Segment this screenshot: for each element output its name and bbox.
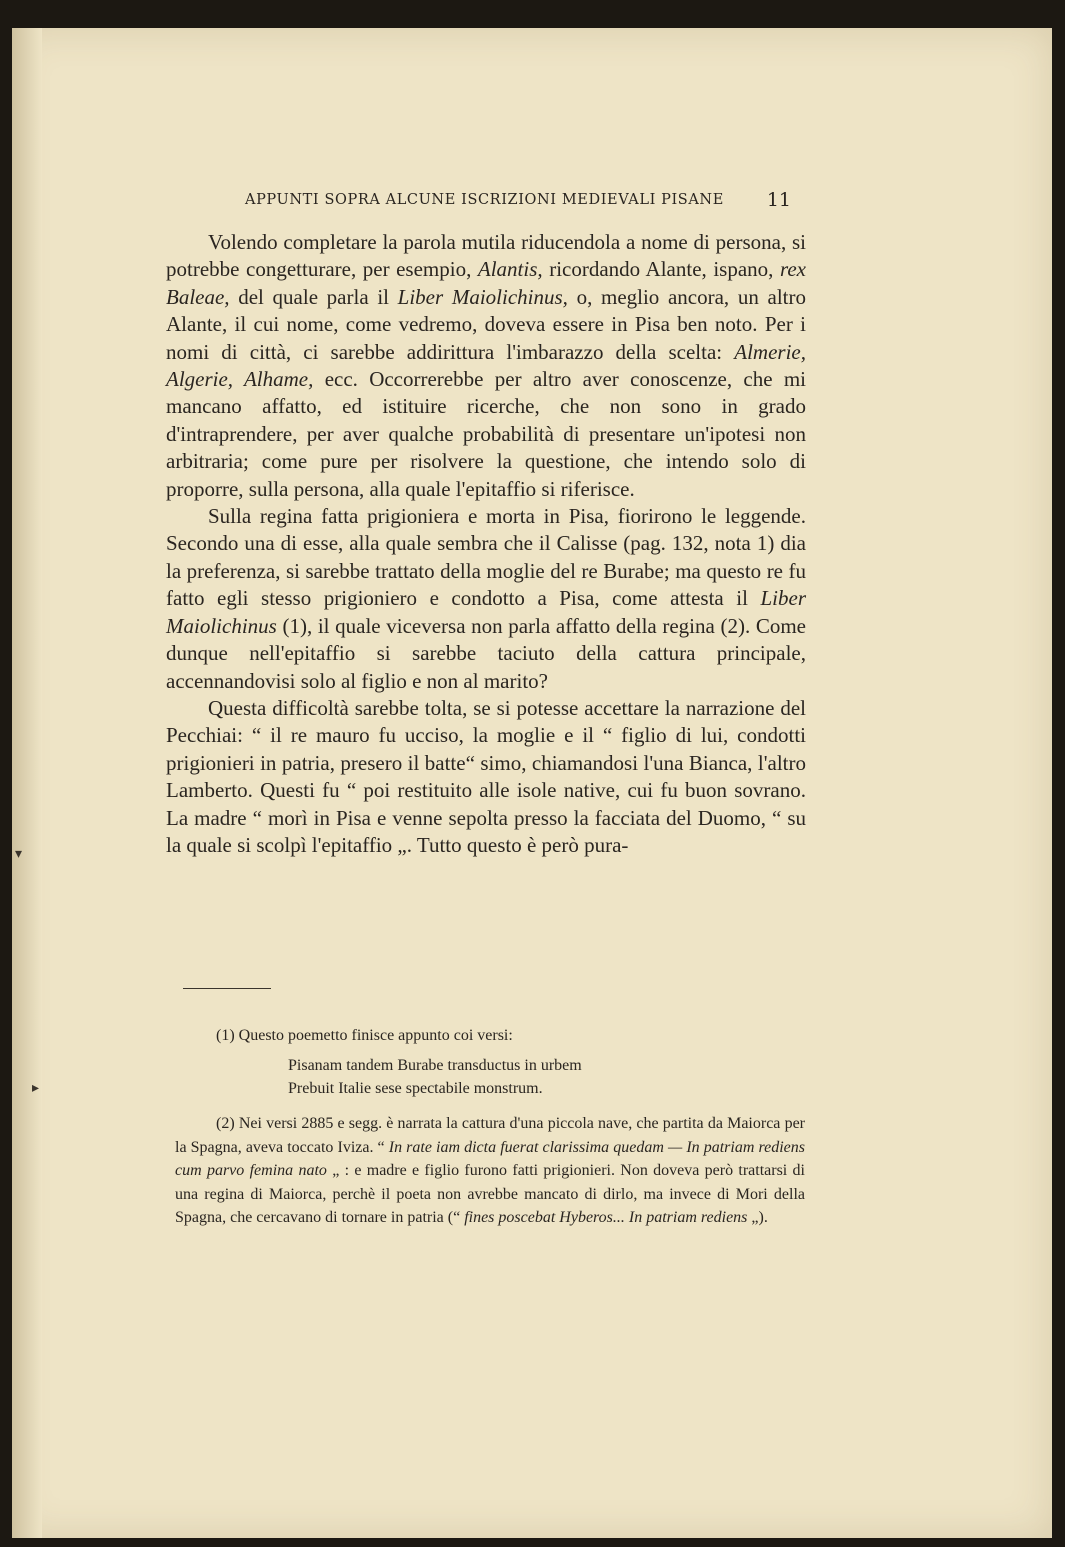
paragraph-2: [166, 503, 806, 695]
italic-text: Liber Maiolichinus,: [397, 284, 568, 309]
text-run: ecc. Occorrerebbe per altro aver conoscenze, che mi mancano affatto, ed istituire ricerche, che non sono in grado d'intraprendere, per aver qualche probabilità di presentare un'ipotesi non arbitraria; come pure per risolvere la questione, che intendo solo di proporre, sulla persona, alla quale l'epitaffio si riferisce.: [166, 367, 806, 501]
page-gutter: [12, 28, 42, 1538]
paragraph-1: [166, 229, 806, 503]
text-run: (2) Nei versi 2885 e segg. è narrata la cattura d'una piccola nave, che partita da Maiorca per la Spagna, aveva toccato Iviza. “: [175, 1115, 805, 1156]
text-run: „ : e madre e figlio furono fatti prigionieri. Non doveva però trattarsi di una regina di Maiorca, perchè il poeta non avrebbe mancato di dirlo, ma invece di Mori della Spagna, che cercavano di tornare in patria (“: [175, 1162, 805, 1227]
text-run: del quale parla il: [229, 284, 398, 309]
text-run: Sulla regina fatta prigioniera e morta in Pisa, fiorirono le leggende. Secondo una di esse, alla quale sembra che il Calisse (pag. 132, nota 1) dia la preferenza, si sarebbe trattato della moglie del re Burabe; ma questo re fu fatto egli stesso prigioniero e condotto a Pisa, come attesta il: [166, 504, 806, 611]
page-number: 11: [766, 189, 791, 211]
running-head-title: APPUNTI SOPRA ALCUNE ISCRIZIONI MEDIEVALI PISANE: [245, 192, 724, 208]
footnote-1-verses: [288, 1054, 805, 1100]
italic-text: Liber Maiolichinus: [166, 586, 806, 638]
footnotes: [175, 1024, 805, 1229]
italic-text: rex Baleae,: [166, 257, 806, 309]
italic-text: Almerie, Algerie, Alhame,: [166, 339, 806, 392]
margin-mark-icon: ▸: [32, 1080, 40, 1096]
verse-line-2: Prebuit Italie sese spectabile monstrum.: [288, 1080, 543, 1098]
text-run: Volendo completare la parola mutila riducendola a nome di persona, si potrebbe congetturare, per esempio,: [166, 230, 806, 282]
main-text: [166, 229, 806, 859]
text-run: Questa difficoltà sarebbe tolta, se si potesse accettare la narrazione del Pecchiai: “ il re mauro fu ucciso, la moglie e il “ figlio di lui, condotti prigionieri in patria, presero il batte“ simo, chiamandosi l'una Bianca, l'altro Lamberto. Questi fu “ poi restituito alle isole native, cui fu buon sovrano. La madre “ morì in Pisa e venne sepolta presso la facciata del Duomo, “ su la quale si scolpì l'epitaffio „. Tutto questo è però pura-: [166, 695, 806, 857]
italic-text: Alantis,: [477, 257, 543, 282]
italic-text: In rate iam dicta fuerat clarissima quedam — In patriam rediens cum parvo femina nato: [175, 1138, 805, 1180]
verse-line-1: Pisanam tandem Burabe transductus in urbem: [288, 1057, 582, 1075]
italic-text: fines poscebat Hyberos... In patriam rediens: [464, 1209, 748, 1227]
text-run: „).: [747, 1209, 768, 1227]
paragraph-3: [166, 695, 806, 859]
footnote-1: (1) Questo poemetto finisce appunto coi versi:: [216, 1027, 513, 1044]
text-run: o, meglio ancora, un altro Alante, il cui nome, come vedremo, doveva essere in Pisa ben noto. Per i nomi di città, ci sarebbe addirittura l'imbarazzo della scelta:: [166, 284, 806, 364]
text-run: (1), il quale viceversa non parla affatto della regina (2). Come dunque nell'epitaffio si sarebbe taciuto della cattura principale, accennandovisi solo al figlio e non al marito?: [166, 613, 806, 693]
footnote-2: [175, 1112, 805, 1229]
text-run: ricordando Alante, ispano,: [542, 257, 780, 282]
running-head: [245, 189, 791, 211]
footnote-separator: [183, 988, 271, 989]
book-page: [12, 28, 1052, 1538]
margin-mark-icon: ▾: [15, 846, 23, 862]
